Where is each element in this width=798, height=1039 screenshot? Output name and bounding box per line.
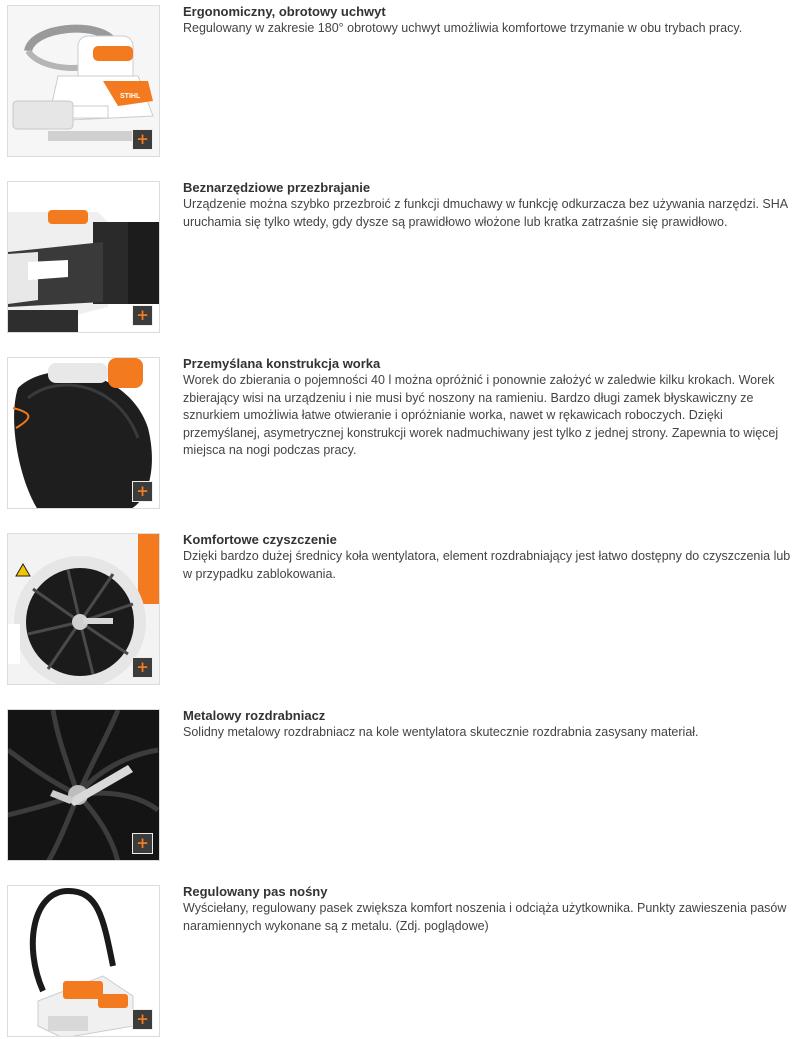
plus-icon[interactable]: + — [132, 481, 153, 502]
feature-title: Metalowy rozdrabniacz — [183, 708, 326, 723]
feature-description: Solidny metalowy rozdrabniacz na kole wentylatora skutecznie rozdrabnia zasysany materiał. — [183, 725, 699, 739]
feature-description: Urządzenie można szybko przezbroić z funkcji dmuchawy w funkcję odkurzacza bez używania narzędzi. SHA uruchamia się tylko wtedy, gdy dysze są prawidłowo włożone lub kratka zatrzaśnie się prawidłowo. — [183, 197, 788, 229]
feature-text — [183, 179, 791, 231]
feature-item — [7, 5, 792, 159]
feature-item — [7, 709, 792, 863]
feature-item — [7, 885, 792, 1039]
plus-icon[interactable]: + — [132, 129, 153, 150]
feature-text — [183, 531, 791, 583]
feature-description: Wyściełany, regulowany pasek zwiększa komfort noszenia i odciąża użytkownika. Punkty zawieszenia pasów naramiennych wykonane są z metalu. (Zdj. poglądowe) — [183, 901, 787, 933]
product-image-rotating-handle[interactable] — [7, 5, 160, 157]
feature-item — [7, 181, 792, 335]
product-image-bag[interactable] — [7, 357, 160, 509]
feature-description: Regulowany w zakresie 180° obrotowy uchwyt umożliwia komfortowe trzymanie w obu trybach pracy. — [183, 21, 743, 35]
feature-text — [183, 355, 791, 460]
feature-item — [7, 357, 792, 511]
feature-description: Worek do zbierania o pojemności 40 l można opróżnić i ponownie założyć w zaledwie kilku krokach. Worek zbierający wisi na urządzeniu i nie musi być noszony na ramieniu. Bardzo długi zamek błyskawiczny ze sznurkiem umożliwia łatwe otwieranie i opróżnianie worka, nawet w rękawicach roboczych. Dzięki przemyślanej, asymetrycznej konstrukcji worek nadmuchiwany jest tylko z jednej strony. Zapewnia to więcej miejsca na nogi podczas pracy. — [183, 373, 779, 458]
plus-icon[interactable]: + — [132, 305, 153, 326]
feature-description: Dzięki bardzo dużej średnicy koła wentylatora, element rozdrabniający jest łatwo dostępny do czyszczenia lub w przypadku zablokowania. — [183, 549, 791, 581]
product-image-carrying-strap[interactable] — [7, 885, 160, 1037]
feature-text — [183, 707, 791, 742]
feature-title: Regulowany pas nośny — [183, 884, 328, 899]
feature-text — [183, 3, 791, 38]
feature-item — [7, 533, 792, 687]
feature-title: Beznarzędziowe przezbrajanie — [183, 180, 371, 195]
stihl-logo: STIHL — [120, 93, 141, 100]
product-image-cleaning[interactable] — [7, 533, 160, 685]
feature-title: Ergonomiczny, obrotowy uchwyt — [183, 4, 386, 19]
product-image-tool-free-conversion[interactable] — [7, 181, 160, 333]
plus-icon[interactable]: + — [132, 1009, 153, 1030]
feature-text — [183, 883, 791, 935]
plus-icon[interactable]: + — [132, 833, 153, 854]
product-image-metal-shredder[interactable] — [7, 709, 160, 861]
feature-title: Komfortowe czyszczenie — [183, 532, 337, 547]
plus-icon[interactable]: + — [132, 657, 153, 678]
feature-title: Przemyślana konstrukcja worka — [183, 356, 381, 371]
